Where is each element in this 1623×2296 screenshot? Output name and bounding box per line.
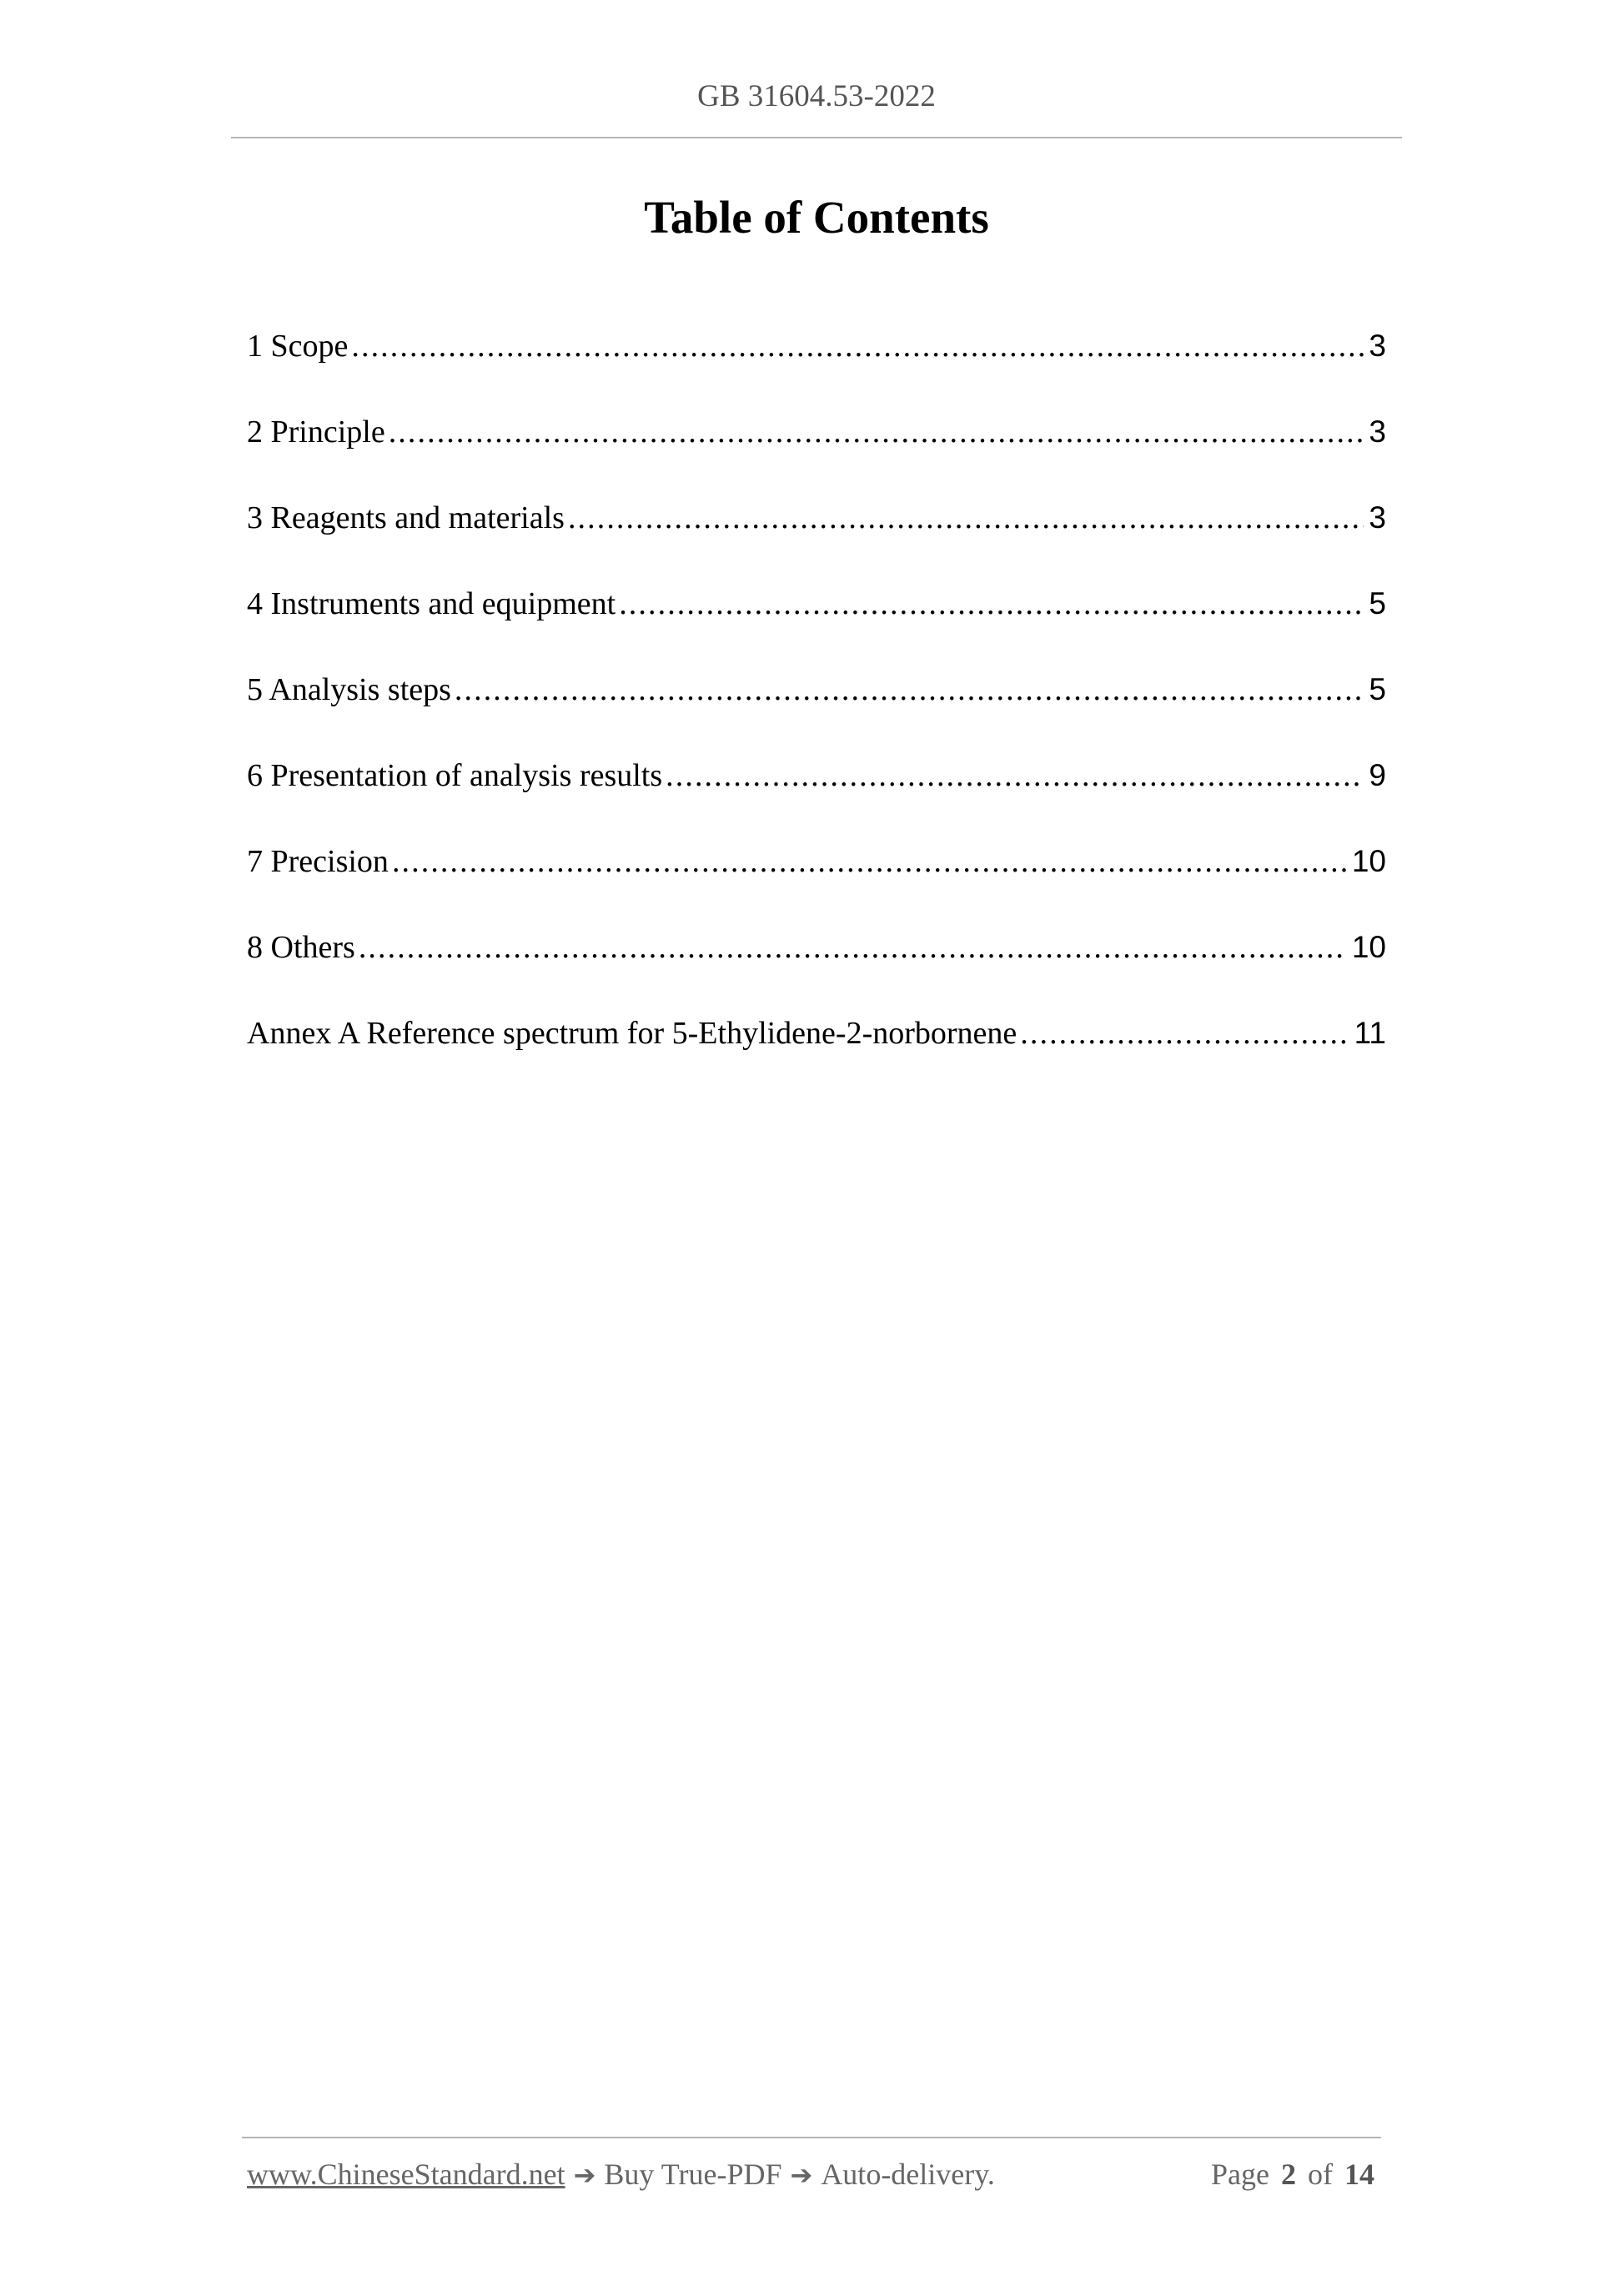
- toc-dot-leader: [666, 748, 1364, 803]
- page-of: of: [1308, 2158, 1333, 2191]
- page-label: Page: [1211, 2158, 1269, 2191]
- footer-step-buy: Buy True-PDF: [604, 2158, 782, 2191]
- toc-dot-leader: [455, 662, 1364, 717]
- toc-entry-principle[interactable]: [247, 404, 1386, 490]
- toc-dot-leader: [392, 834, 1347, 889]
- toc-entry-page: 10: [1351, 844, 1386, 878]
- toc-entry-page: 9: [1369, 758, 1386, 792]
- toc-entry-label: 7 Precision: [247, 844, 389, 879]
- toc-entry-label: 8 Others: [247, 930, 355, 965]
- header-divider: [231, 137, 1402, 138]
- website-link[interactable]: www.ChineseStandard.net: [247, 2158, 565, 2191]
- toc-dot-leader: [619, 576, 1364, 631]
- toc-entry-reagents[interactable]: [247, 490, 1386, 576]
- toc-dot-leader: [568, 490, 1364, 545]
- page-counter: [1211, 2157, 1374, 2192]
- footer-divider: [242, 2137, 1381, 2138]
- page-footer: [247, 2157, 1374, 2192]
- toc-entry-label: 5 Analysis steps: [247, 672, 451, 707]
- toc-entry-page: 3: [1369, 500, 1386, 535]
- toc-entry-page: 3: [1369, 414, 1386, 449]
- toc-entry-label: 4 Instruments and equipment: [247, 586, 616, 621]
- toc-dot-leader: [389, 404, 1364, 460]
- arrow-right-icon: ➔: [790, 2159, 813, 2191]
- toc-entry-label: Annex A Reference spectrum for 5-Ethylidene-2-norbornene: [247, 1016, 1018, 1051]
- toc-entry-page: 3: [1369, 329, 1386, 363]
- page-total: 14: [1344, 2158, 1374, 2191]
- toc-entry-page: 5: [1369, 586, 1386, 620]
- toc-entry-annex-a[interactable]: [247, 1006, 1386, 1092]
- toc-entry-label: 3 Reagents and materials: [247, 500, 565, 535]
- toc-entry-label: 1 Scope: [247, 329, 349, 364]
- footer-promo: [247, 2157, 995, 2192]
- toc-dot-leader: [351, 319, 1364, 374]
- toc-entry-precision[interactable]: [247, 834, 1386, 920]
- page-header: GB 31604.53-2022: [697, 79, 936, 113]
- toc-entry-analysis-steps[interactable]: [247, 662, 1386, 748]
- toc-dot-leader: [359, 920, 1347, 975]
- toc-entry-page: 11: [1354, 1016, 1386, 1050]
- toc-entry-scope[interactable]: [247, 319, 1386, 404]
- toc-dot-leader: [1020, 1006, 1349, 1061]
- toc-entry-page: 5: [1369, 672, 1386, 706]
- toc-list: [247, 319, 1386, 1092]
- page-current: 2: [1281, 2158, 1296, 2191]
- toc-entry-instruments[interactable]: [247, 576, 1386, 662]
- toc-entry-label: 6 Presentation of analysis results: [247, 758, 663, 793]
- toc-entry-others[interactable]: [247, 920, 1386, 1006]
- toc-entry-page: 10: [1351, 930, 1386, 964]
- toc-entry-presentation[interactable]: [247, 748, 1386, 834]
- toc-entry-label: 2 Principle: [247, 414, 385, 450]
- footer-step-delivery: Auto-delivery.: [821, 2158, 995, 2191]
- arrow-right-icon: ➔: [573, 2159, 596, 2191]
- toc-title: Table of Contents: [644, 192, 989, 243]
